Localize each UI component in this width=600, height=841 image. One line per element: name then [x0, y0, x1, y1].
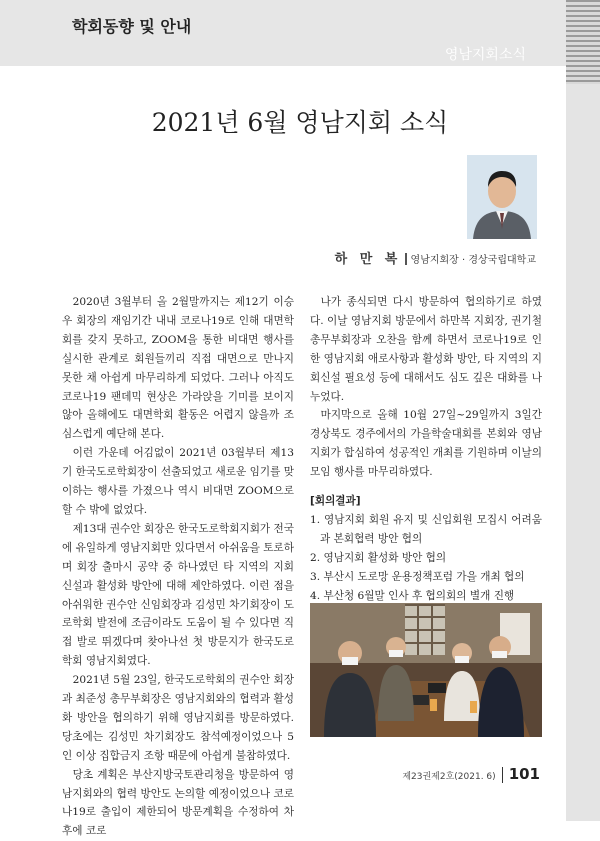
result-item: 2. 영남지회 활성화 방안 협의: [310, 551, 447, 564]
author-credit: [335, 248, 536, 267]
meeting-photo: [310, 603, 542, 737]
results-heading: [회의결과]: [310, 495, 361, 508]
body-column-left: [62, 293, 294, 841]
body-paragraph: 마지막으로 올해 10월 27일~29일까지 3일간 경상북도 경주에서의 가을학술대회를 본회와 영남지회가 합심하여 성공적인 개최를 기원하며 이날의 모임 행사를 마무리하였다.: [310, 409, 542, 479]
result-item: 4. 부산청 6월말 인사 후 협의회의 별개 진행: [310, 589, 515, 602]
author-divider: [405, 253, 407, 265]
body-paragraph: 2021년 5월 23일, 한국도로학회의 권수안 회장과 최준성 총무부회장은 영남지회와의 협력과 활성화 방안을 협의하기 위해 영남지회를 방문하였다. 당초에는 김성민 차기회장도 참석예정이었으나 5인 이상 집합금지 조항 때문에 아쉽게 불참하였다.: [62, 674, 294, 762]
body-paragraph: 당초 계획은 부산지방국토관리청을 방문하여 영남지회와의 협력 방안도 논의할 예정이었으나 코로나19로 출입이 제한되어 방문계획을 수정하여 차후에 코로: [62, 768, 294, 838]
stripe-pattern: [566, 0, 600, 84]
body-paragraph: 이런 가운데 어김없이 2021년 03월부터 제13기 한국도로학회장이 선출되었고 새로운 임기를 맞이하는 행사를 가졌으나 역시 비대면 ZOOM으로 할 수 밖에 없었다.: [62, 447, 294, 516]
page-footer: [402, 765, 540, 783]
body-column-right: [310, 293, 542, 624]
stripe-band: [566, 84, 600, 821]
page-number: 101: [508, 765, 540, 783]
author-affiliation: 영남지회장 · 경상국립대학교: [410, 255, 536, 266]
author-portrait: [467, 155, 537, 239]
issue-info: 제23권제2호(2021. 6): [402, 772, 496, 782]
section-title: 학회동향 및 안내: [72, 17, 192, 36]
body-paragraph: 나가 종식되면 다시 방문하여 협의하기로 하였다. 이날 영남지회 방문에서 하만복 지회장, 권기철 총무부회장과 오찬을 함께 하면서 코로나19로 인한 영남지회 애로사항과 활성화 방안, 타 지역의 지회신설 필요성 등에 대해서도 심도 깊은 대화를 나누었다.: [310, 296, 542, 403]
subsection-title: 영남지회소식: [444, 47, 526, 63]
result-item: 1. 영남지회 회원 유지 및 신입회원 모집시 어려움과 본회협력 방안 협의: [310, 513, 542, 545]
author-name: 하 만 복: [334, 252, 402, 267]
article-title: 2021년 6월 영남지회 소식: [151, 108, 449, 137]
section-header-bar: [0, 0, 566, 66]
body-paragraph: 2020년 3월부터 올 2월말까지는 제12기 이승우 회장의 재임기간 내내 코로나19로 인해 대면학회를 갖지 못하고, ZOOM을 통한 비대면 행사를 실시한 관계로 회원들끼리 직접 대면으로 만나지 못한 채 아쉽게 마무리하게 되었다. 그러나 아직도 코로나19 팬데믹 현상은 가라앉을 기미를 보이지 않아 올해에도 대면학회 활동은 어렵지 않을까 조심스럽게 예단해 본다.: [62, 296, 294, 441]
result-item: 3. 부산시 도로망 운용정책포럼 가을 개최 협의: [310, 570, 525, 583]
body-paragraph: 제13대 권수안 회장은 한국도로학회지회가 전국에 유일하게 영남지회만 있다면서 아쉬움을 토로하며 회장 출마시 공약 중 하나였던 타 지역의 지회 신설과 활성화 방안에 대해 제안하였다. 이런 점을 아쉬워한 권수안 신임회장과 김성민 차기회장이 도로학회 발전에 조금이라도 도움이 될 수 있다면 직접 발로 뛰겠다며 찾아나선 첫 방문지가 한국도로학회 영남지회였다.: [62, 522, 294, 668]
footer-divider: [502, 767, 503, 783]
